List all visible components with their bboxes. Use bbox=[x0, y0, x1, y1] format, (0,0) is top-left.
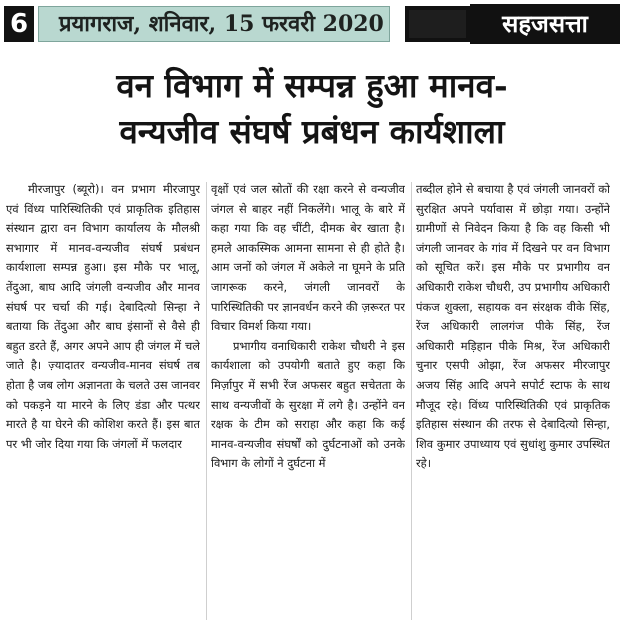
paragraph: तब्दील होने से बचाया है एवं जंगली जानवरों को सुरक्षित अपने पर्यावास में छोड़ा गया। उन्होंने ग्रामीणों से निवेदन किया है कि वह किसी भी जंगली जानवर के गांव में दिखने पर वन विभाग को सूचित करें। इस मौके पर प्रभागीय वन अधिकारी राकेश चौधरी, उप प्रभागीय अधिकारी पंकज शुक्ला, सहायक वन संरक्षक वीके सिंह, रेंज अधिकारी लालगंज पीके सिंह, रेंज अधिकारी मड़िहान पीके मिश्र, रेंज अधिकारी चुनार एसपी ओझा, रेंज अफसर मीरजापुर अजय सिंह आदि अपने सपोर्ट स्टाफ के साथ मौजूद रहे। विंध्य पारिस्थितिकी एवं प्राकृतिक इतिहास संस्थान की तरफ से देबादित्यो सिन्हा, शिव कुमार उपाध्याय एवं सुधांशु कुमार उपस्थित रहे। bbox=[416, 182, 610, 471]
headline-line-1: वन विभाग में सम्पन्न हुआ मानव- bbox=[116, 66, 508, 105]
article-column-1 bbox=[6, 180, 200, 622]
brand-bar-graphic bbox=[395, 6, 470, 42]
article-column-3 bbox=[416, 180, 610, 622]
headline-line-2: वन्यजीव संघर्ष प्रबंधन कार्यशाला bbox=[119, 112, 505, 151]
paragraph: प्रभागीय वनाधिकारी राकेश चौधरी ने इस कार्यशाला को उपयोगी बताते हुए कहा कि मिर्ज़ापुर में सभी रेंज अफसर बहुत सचेतता के साथ वन्यजीवों के सुरक्षा में लगे है। उन्होंने वन रक्षक के टीम को सराहा और कहा कि कई मानव-वन्यजीव संघर्षों को दुर्घटनाओं को उनके विभाग के लोगों ने दुर्घटना में bbox=[211, 338, 405, 471]
paragraph: वृक्षों एवं जल स्रोतों की रक्षा करने से वन्यजीव जंगल से बाहर नहीं निकलेंगे। भालू के बारे में कहा गया कि वह चींटी, दीमक बेर खाता है। हमले आकस्मिक आमना सामना से ही होते है। आम जनों को जंगल में अकेले ना घूमने के प्रति जागरूक करने, जंगली जानवरों के पारिस्थितिकी पर ज्ञानवर्धन करने की ज़रूरत पर विचार विमर्श किया गया। bbox=[211, 182, 405, 334]
column-divider bbox=[206, 182, 207, 620]
article-body bbox=[6, 180, 618, 622]
paragraph: मीरजापुर (ब्यूरो)। वन प्रभाग मीरजापुर एवं विंध्य पारिस्थितिकी एवं प्राकृतिक इतिहास संस्थान द्वारा वन विभाग कार्यालय के मौलश्री सभागार में मानव-वन्यजीव संघर्ष प्रबंधन कार्यशाला सम्पन्न हुआ। इस मौके पर भालू, तेंदुआ, बाघ आदि जंगली वन्यजीव और मानव संघर्ष पर चर्चा की गई। देबादित्यो सिन्हा ने बताया कि तेंदुआ और बाघ इंसानों से वैसे ही बहुत डरते हैं, अगर अपने आप ही जंगल में चले जाते है। ज़्यादातर वन्यजीव-मानव संघर्ष तब होता है जब लोग अज्ञानता के चलते उस जानवर को पकड़ने या मारने के लिए डंडा और पत्थर मारते है या घेरने की कोशिश करते हैं। इस बात पर भी जोर दिया गया कि जंगलों में फलदार bbox=[6, 182, 200, 451]
page-number: 6 bbox=[4, 6, 34, 42]
article-headline bbox=[8, 64, 616, 158]
dateline: प्रयागराज, शनिवार, 15 फरवरी 2020 bbox=[38, 6, 390, 42]
article-column-2 bbox=[211, 180, 405, 622]
column-divider bbox=[411, 182, 412, 620]
page-header bbox=[0, 0, 624, 46]
newspaper-brand: सहजसत्ता bbox=[470, 4, 620, 44]
